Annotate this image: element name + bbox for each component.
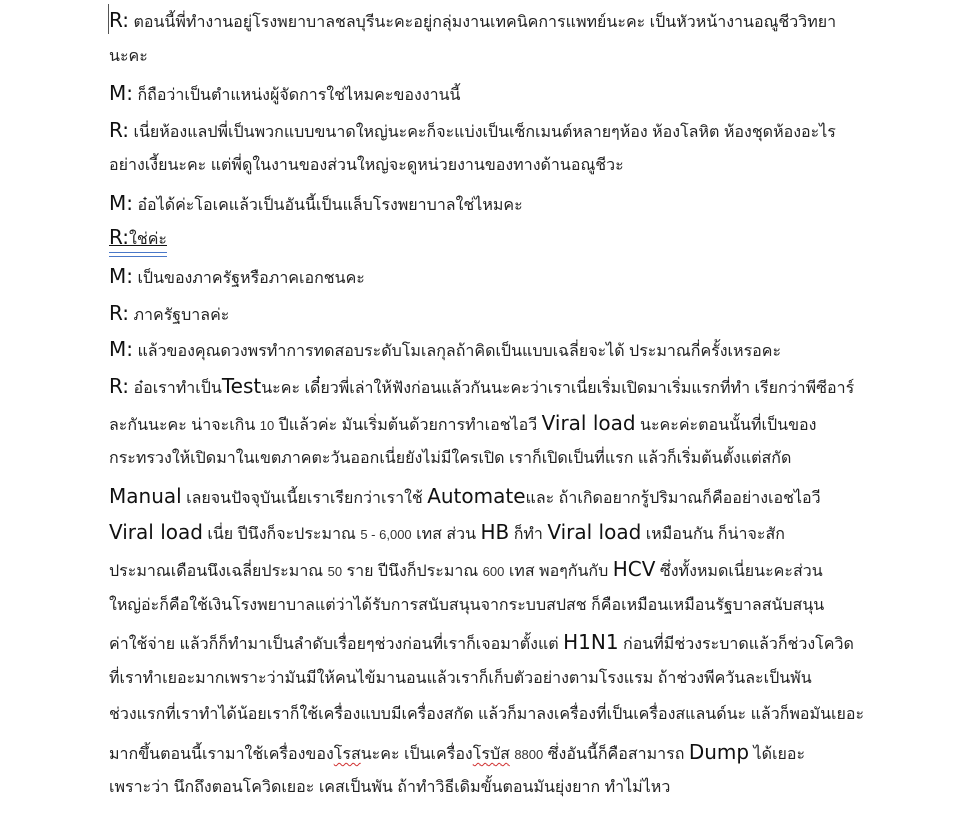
line-text: ได้เยอะ — [749, 745, 806, 763]
line-text: ก็ถือว่าเป็นตำแหน่งผู้จัดการใช่ไหมคะของงานนี้ — [133, 87, 461, 105]
speaker-label: M: — [109, 190, 133, 215]
number: 8800 — [514, 746, 544, 762]
speaker-label: R: — [109, 224, 130, 249]
line-text: นะคะค่ะตอนนั้นที่เป็นของ — [635, 416, 817, 434]
number: 50 — [327, 563, 343, 579]
line-text: เนี่ย ปีนึงก็จะประมาณ — [202, 526, 361, 544]
speaker-label: M: — [109, 81, 133, 106]
english-term: Manual — [109, 483, 182, 508]
line-text: นะคะ — [109, 47, 148, 65]
english-term: H1N1 — [563, 630, 619, 655]
paragraph-line[interactable] — [109, 734, 889, 771]
speaker-label: M: — [109, 264, 133, 289]
speaker-label: R: — [109, 300, 130, 325]
line-text: และ ถ้าเกิดอยากรู้ปริมาณก็คืออย่างเอชไอวี — [525, 489, 821, 507]
english-term: Viral load — [547, 520, 642, 545]
spelling-flagged-word[interactable]: โรส — [333, 745, 361, 763]
line-text: ก่อนที่มีช่วงระบาดแล้วก็ช่วงโควิด — [618, 636, 854, 654]
line-text: นะคะ เดี๋ยวพี่เล่าให้ฟังก่อนแล้วกันนะคะว่าเราเนี่ยเริ่มเปิดมาเริ่มแรกที่ทำ เรียกว่าพีซีอาร์ — [261, 379, 855, 397]
line-text: เทส ส่วน — [411, 526, 481, 544]
line-text: มากขึ้นตอนนี้เรามาใช้เครื่องของ — [109, 745, 334, 763]
line-text: เป็นของภาครัฐหรือภาคเอกชนคะ — [133, 270, 365, 288]
paragraph-line[interactable] — [109, 551, 889, 588]
line-text: กระทรวงให้เปิดมาในเขตภาคตะวันออกเนี่ยยังไม่มีใครเปิด เราก็เปิดเป็นที่แรก แล้วก็เริ่มต้นตั้งแต่สกัด — [109, 450, 792, 468]
paragraph-line[interactable] — [109, 39, 889, 76]
line-text: ซึ่งอันนี้ก็คือสามารถ — [543, 745, 689, 763]
line-text: ค่าใช้จ่าย แล้วก็ก็ทำมาเป็นลำดับเรื่อยๆช่วงก่อนที่เราก็เจอมาตั้งแต่ — [109, 636, 564, 654]
line-text: เนี่ยห้องแลปพี่เป็นพวกแบบขนาดใหญ่นะคะก็จะแบ่งเป็นเซ็กเมนต์หลายๆห้อง ห้องโลหิต ห้องชุดห้องอะไร — [129, 123, 836, 141]
paragraph-line[interactable] — [109, 405, 889, 442]
line-text: เพราะว่า นึกถึงตอนโควิดเยอะ เคสเป็นพัน ถ้าทำวิธีเดิมขั้นตอนมันยุ่งยาก ทำไม่ไหว — [109, 779, 671, 797]
number: 10 — [259, 417, 275, 433]
paragraph-line[interactable] — [109, 770, 889, 807]
paragraph-line[interactable] — [109, 185, 889, 222]
line-text: ปีแล้วค่ะ มันเริ่มต้นด้วยการทำเอชไอวี — [274, 416, 542, 434]
paragraph-line[interactable] — [109, 514, 889, 551]
paragraph-line[interactable] — [109, 441, 889, 478]
document-body[interactable] — [109, 2, 889, 807]
line-text: ช่วงแรกที่เราทำได้น้อยเราก็ใช้เครื่องแบบมีเครื่องสกัด แล้วก็มาลงเครื่องที่เป็นเครื่องสแลนด์นะ แล้วก็พอมันเยอะ — [109, 706, 865, 724]
paragraph-line[interactable] — [109, 368, 889, 405]
speaker-label: R: — [109, 373, 130, 398]
line-text: นะคะ เป็นเครื่อง — [360, 745, 473, 763]
line-text: แล้วของคุณดวงพรทำการทดสอบระดับโมเลกุลถ้าคิดเป็นแบบเฉลี่ยจะได้ ประมาณกี่ครั้งเหรอคะ — [133, 343, 782, 361]
line-text: เหมือนกัน ก็น่าจะสัก — [641, 526, 785, 544]
english-term: Dump — [688, 739, 750, 764]
speaker-label: M: — [109, 337, 133, 362]
number: 600 — [482, 563, 505, 579]
paragraph-line[interactable] — [109, 588, 889, 625]
paragraph-line[interactable] — [109, 331, 889, 368]
paragraph-line[interactable] — [109, 222, 889, 259]
line-text: อ๋อได้ค่ะโอเคแล้วเป็นอันนี้เป็นแล็บโรงพยาบาลใช่ไหมคะ — [133, 196, 523, 214]
paragraph-line[interactable] — [109, 148, 889, 185]
speaker-label: R: — [109, 8, 130, 32]
paragraph-line[interactable] — [109, 697, 889, 734]
line-text: เทส พอๆกันกับ — [504, 562, 613, 580]
paragraph-line[interactable] — [109, 624, 889, 661]
line-text: ราย ปีนึงก็ประมาณ — [342, 562, 483, 580]
paragraph-line[interactable] — [109, 478, 889, 515]
number: 5 - 6,000 — [360, 527, 412, 543]
english-term: Automate — [427, 483, 526, 508]
paragraph-line[interactable] — [109, 2, 889, 39]
line-text: ภาครัฐบาลค่ะ — [129, 306, 230, 324]
english-term: HB — [480, 520, 510, 545]
speaker-label: R: — [109, 117, 130, 142]
spelling-flagged-word[interactable]: โรบัส — [472, 745, 510, 763]
line-text: เลยจนปัจจุบันเนี้ยเราเรียกว่าเราใช้ — [181, 489, 428, 507]
english-term: HCV — [612, 556, 656, 581]
line-text: ใหญ่อ่ะก็คือใช้เงินโรงพยาบาลแต่ว่าได้รับการสนับสนุนจากระบบสปสช ก็คือเหมือนเหมือนรัฐบาลสนับสนุน — [109, 596, 825, 614]
line-text: ที่เราทำเยอะมากเพราะว่ามันมีให้คนไข้มานอนแล้วเราก็เก็บตัวอย่างตามโรงแรม ถ้าช่วงพีควันละเป็นพัน — [109, 669, 812, 687]
paragraph-line[interactable] — [109, 661, 889, 698]
line-text: อ๋อเราทำเป็น — [129, 379, 222, 397]
line-text: อย่างเงี้ยนะคะ แต่พี่ดูในงานของส่วนใหญ่จะดูหน่วยงานของทางด้านอณูชีวะ — [109, 157, 624, 175]
line-text: ประมาณเดือนนึงเฉลี่ยประมาณ — [109, 562, 328, 580]
english-term: Test — [221, 373, 262, 398]
paragraph-line[interactable] — [109, 112, 889, 149]
paragraph-line[interactable] — [109, 295, 889, 332]
paragraph-line[interactable] — [109, 75, 889, 112]
line-text: ก็ทำ — [509, 526, 548, 544]
paragraph-line[interactable] — [109, 258, 889, 295]
line-text: ละกันนะคะ น่าจะเกิน — [109, 416, 260, 434]
english-term: Viral load — [109, 520, 203, 545]
grammar-flagged-text[interactable] — [109, 224, 167, 253]
line-text: ใช่ค่ะ — [129, 230, 167, 248]
line-text: ตอนนี้พี่ทำงานอยู่โรงพยาบาลชลบุรีนะคะอยู่กลุ่มงานเทคนิคการแพทย์นะคะ เป็นหัวหน้างานอณูชีววิทยา — [129, 14, 837, 31]
english-term: Viral load — [541, 410, 636, 435]
line-text: ซึ่งทั้งหมดเนี่ยนะคะส่วน — [655, 562, 823, 580]
